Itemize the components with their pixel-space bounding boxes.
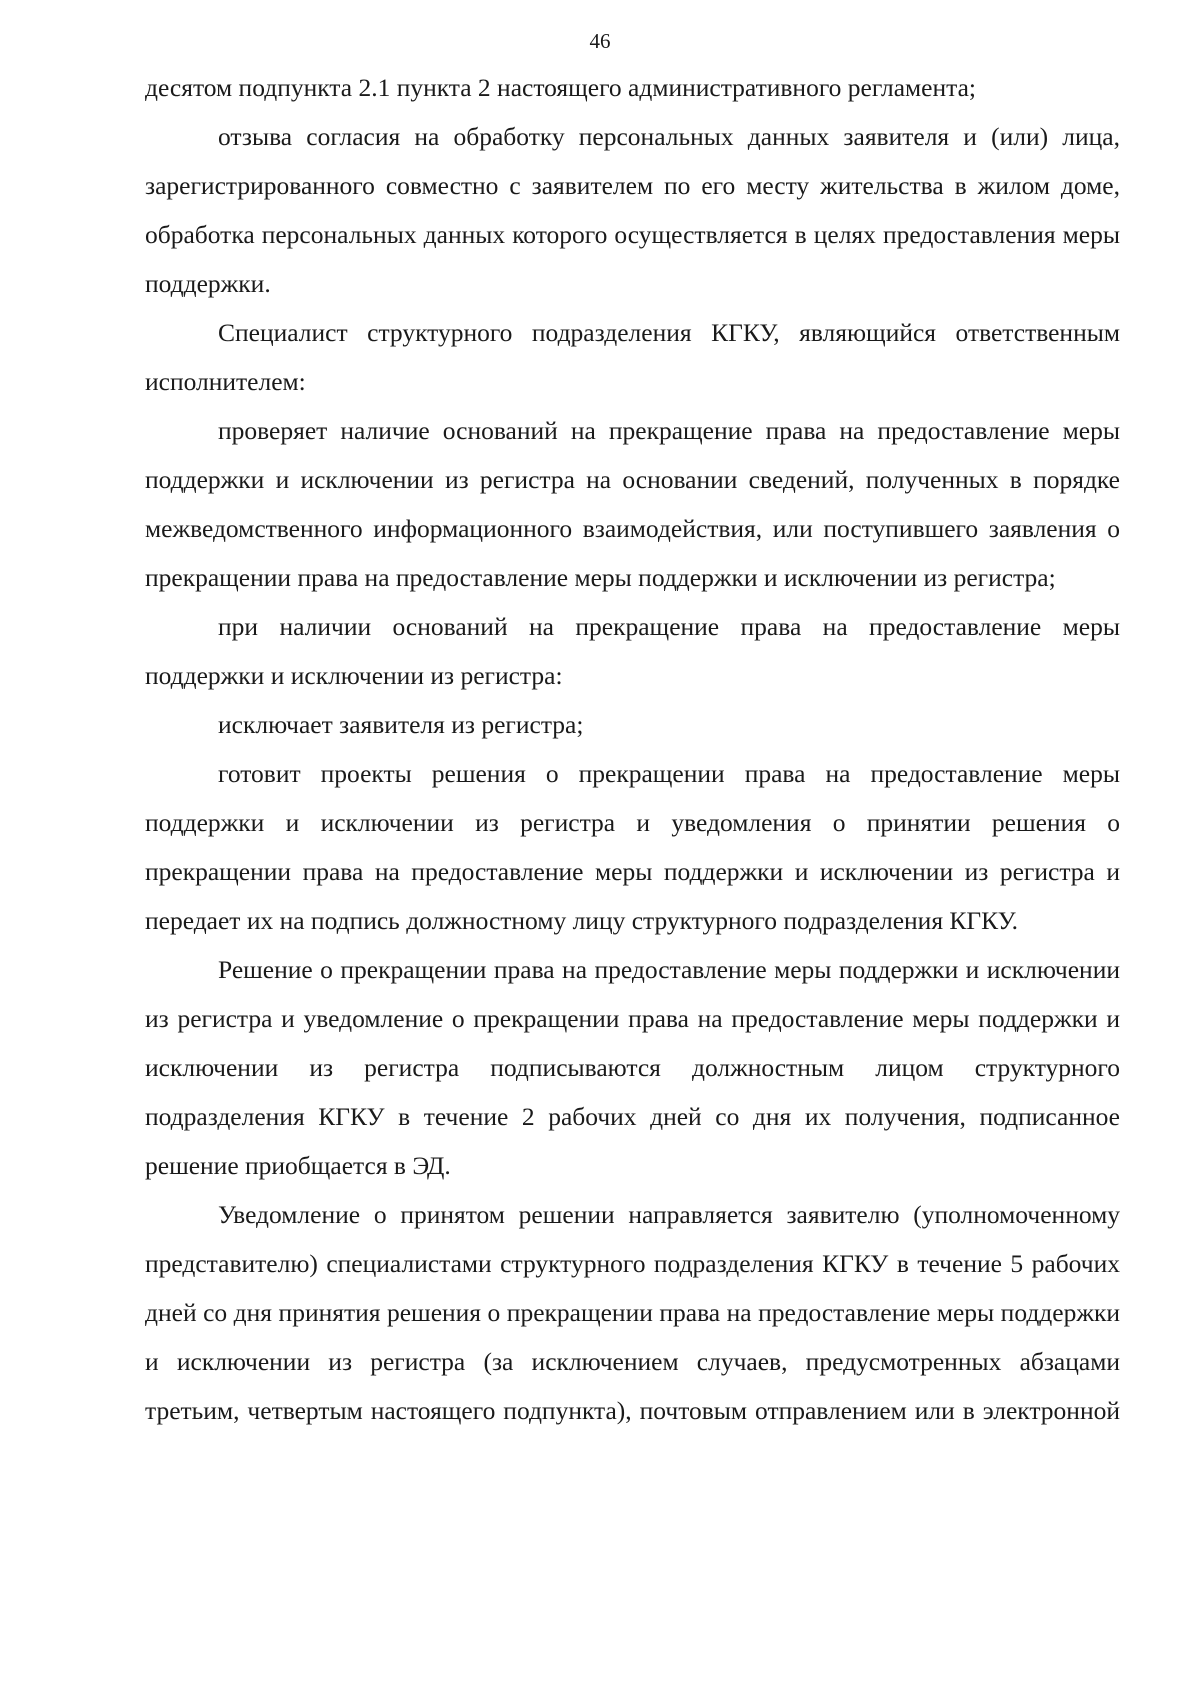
- paragraph-checks-grounds: проверяет наличие оснований на прекращение права на предоставление меры поддержки и исключении из регистра на основании сведений, полученных в порядке межведомственного информационного взаимодействия, или поступившего заявления о прекращении права на предоставление меры поддержки и исключении из регистра;: [145, 416, 1120, 592]
- paragraph-decision-signed: Решение о прекращении права на предоставление меры поддержки и исключении из регистра и уведомление о прекращении права на предоставление меры поддержки и исключении из регистра подписываются должностным лицом структурного подразделения КГКУ в течение 2 рабочих дней со дня их получения, подписанное решение приобщается в ЭД.: [145, 955, 1120, 1180]
- paragraph-if-grounds: при наличии оснований на прекращение права на предоставление меры поддержки и исключении из регистра:: [145, 612, 1120, 690]
- paragraph-prepares-drafts: готовит проекты решения о прекращении права на предоставление меры поддержки и исключении из регистра и уведомления о принятии решения о прекращении права на предоставление меры поддержки и исключении из регистра и передает их на подпись должностному лицу структурного подразделения КГКУ.: [145, 759, 1120, 935]
- page-number: 46: [589, 29, 611, 53]
- paragraph-specialist: Специалист структурного подразделения КГКУ, являющийся ответственным исполнителем:: [145, 318, 1120, 396]
- paragraph-1-continuation: десятом подпункта 2.1 пункта 2 настоящего административного регламента;: [145, 73, 977, 102]
- paragraph-notification-sent: Уведомление о принятом решении направляется заявителю (уполномоченному представителю) специалистами структурного подразделения КГКУ в течение 5 рабочих дней со дня принятия решения о прекращении права на предоставление меры поддержки и исключении из регистра (за исключением случаев, предусмотренных абзацами третьим, четвертым настоящего подпункта), почтовым отправлением или в электронной: [145, 1200, 1120, 1425]
- paragraph-excludes-applicant: исключает заявителя из регистра;: [218, 710, 584, 739]
- paragraph-consent-withdrawal: отзыва согласия на обработку персональных данных заявителя и (или) лица, зарегистрированного совместно с заявителем по его месту жительства в жилом доме, обработка персональных данных которого осуществляется в целях предоставления меры поддержки.: [145, 122, 1120, 298]
- document-body: [145, 63, 1120, 1435]
